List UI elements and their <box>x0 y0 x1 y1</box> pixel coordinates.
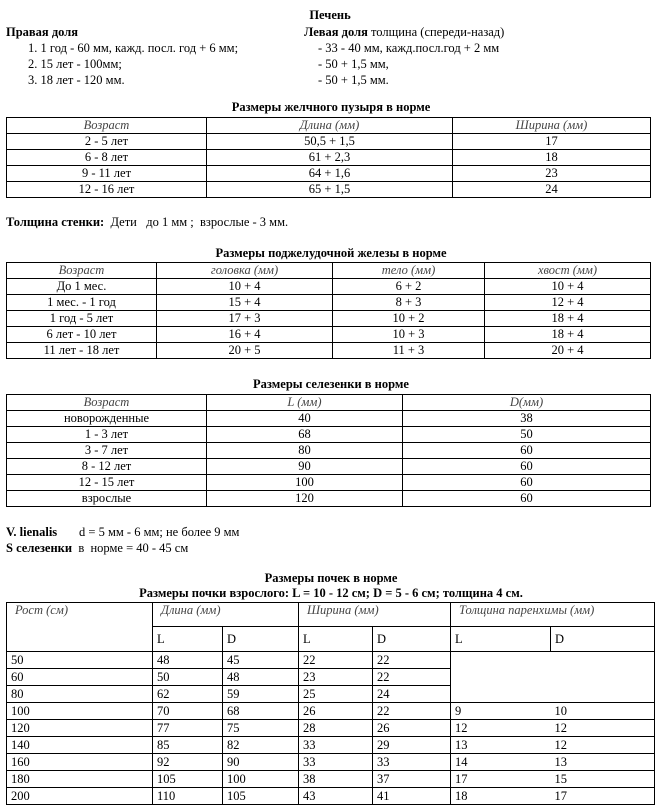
table-cell: 29 <box>373 737 451 754</box>
table-cell: 13 <box>451 737 551 754</box>
table-cell: 140 <box>7 737 153 754</box>
wall-thickness <box>6 215 288 230</box>
table-cell: 50 <box>403 427 651 443</box>
table-cell: 90 <box>223 754 299 771</box>
table-cell: 17 <box>551 788 655 805</box>
list-item: 3. 18 лет - 120 мм. <box>28 73 125 87</box>
list-item: - 50 + 1,5 мм, <box>318 57 389 71</box>
s-spleen-text: в норме = 40 - 45 см <box>72 541 189 555</box>
sub-header: L <box>153 627 223 652</box>
right-lobe-list <box>6 40 238 88</box>
table-row <box>7 443 651 459</box>
table-row <box>7 182 651 198</box>
column-header: хвост (мм) <box>485 263 651 279</box>
table-row <box>7 427 651 443</box>
v-lienalis-label: V. lienalis <box>6 525 58 539</box>
table-cell: 25 <box>299 686 373 703</box>
table-cell: 16 + 4 <box>157 327 333 343</box>
column-header: D(мм) <box>403 395 651 411</box>
table-cell: 38 <box>403 411 651 427</box>
wall-thickness-label: Толщина стенки: <box>6 215 105 229</box>
left-lobe-heading <box>304 24 504 40</box>
table-row <box>7 686 655 703</box>
table-cell <box>451 686 655 703</box>
liver-title: Печень <box>309 8 351 22</box>
table-cell: 15 <box>551 771 655 788</box>
column-header: Возраст <box>7 118 207 134</box>
table-cell: 33 <box>299 737 373 754</box>
pancreas-title: Размеры поджелудочной железы в норме <box>215 246 447 260</box>
table-cell: 9 - 11 лет <box>7 166 207 182</box>
table-cell: 6 - 8 лет <box>7 150 207 166</box>
table-cell: 12 + 4 <box>485 295 651 311</box>
table-cell: 33 <box>373 754 451 771</box>
table-cell: 23 <box>299 669 373 686</box>
kidney-table <box>6 602 655 805</box>
column-header: тело (мм) <box>333 263 485 279</box>
table-row <box>7 754 655 771</box>
table-cell: 20 + 4 <box>485 343 651 359</box>
table-cell: 28 <box>299 720 373 737</box>
table-cell: 200 <box>7 788 153 805</box>
table-row <box>7 279 651 295</box>
table-row <box>7 669 655 686</box>
table-row <box>7 720 655 737</box>
table-cell: 22 <box>299 652 373 669</box>
table-cell: 50 <box>153 669 223 686</box>
left-lobe-title-suffix: толщина (спереди-назад) <box>367 25 505 39</box>
gallbladder-table <box>6 117 651 198</box>
table-cell: 22 <box>373 669 451 686</box>
column-header: Рост (см) <box>7 603 153 652</box>
table-row <box>7 411 651 427</box>
table-cell: 20 + 5 <box>157 343 333 359</box>
table-cell: 6 лет - 10 лет <box>7 327 157 343</box>
column-header: Ширина (мм) <box>453 118 651 134</box>
column-header: L (мм) <box>207 395 403 411</box>
table-cell: 10 + 3 <box>333 327 485 343</box>
gallbladder-title: Размеры желчного пузыря в норме <box>231 100 431 114</box>
wall-thickness-text: Дети до 1 мм ; взрослые - 3 мм. <box>104 215 289 229</box>
table-cell: 100 <box>207 475 403 491</box>
table-cell: 64 + 1,6 <box>207 166 453 182</box>
table-cell: 22 <box>373 652 451 669</box>
table-cell: 110 <box>153 788 223 805</box>
table-cell: 40 <box>207 411 403 427</box>
table-cell: 105 <box>223 788 299 805</box>
table-cell: 45 <box>223 652 299 669</box>
spleen-table <box>6 394 651 507</box>
table-cell: 60 <box>403 475 651 491</box>
table-cell <box>451 669 655 686</box>
table-cell: 90 <box>207 459 403 475</box>
table-cell: 17 + 3 <box>157 311 333 327</box>
table-cell: 100 <box>7 703 153 720</box>
table-cell: 1 год - 5 лет <box>7 311 157 327</box>
column-header: Длина (мм) <box>207 118 453 134</box>
table-cell: 77 <box>153 720 223 737</box>
table-row <box>7 788 655 805</box>
table-cell: 92 <box>153 754 223 771</box>
table-cell: 26 <box>373 720 451 737</box>
table-cell: новорожденные <box>7 411 207 427</box>
table-row <box>7 150 651 166</box>
table-cell: 80 <box>207 443 403 459</box>
table-cell: 61 + 2,3 <box>207 150 453 166</box>
column-header: Возраст <box>7 263 157 279</box>
table-cell: 9 <box>451 703 551 720</box>
table-cell: 105 <box>153 771 223 788</box>
table-row <box>7 166 651 182</box>
table-cell: 160 <box>7 754 153 771</box>
sub-header: D <box>223 627 299 652</box>
sub-header: L <box>299 627 373 652</box>
table-cell: 100 <box>223 771 299 788</box>
table-cell: 60 <box>403 459 651 475</box>
table-cell: 18 <box>453 150 651 166</box>
list-item: - 50 + 1,5 мм. <box>318 73 389 87</box>
table-row <box>7 652 655 669</box>
v-lienalis-text: d = 5 мм - 6 мм; не более 9 мм <box>57 525 240 539</box>
table-cell: 22 <box>373 703 451 720</box>
sub-header: D <box>551 627 655 652</box>
table-cell: 10 + 2 <box>333 311 485 327</box>
table-cell: 41 <box>373 788 451 805</box>
table-cell: 180 <box>7 771 153 788</box>
table-cell: 62 <box>153 686 223 703</box>
table-row <box>7 134 651 150</box>
table-cell <box>451 652 655 669</box>
table-cell: 38 <box>299 771 373 788</box>
sub-header: D <box>373 627 451 652</box>
table-cell: 6 + 2 <box>333 279 485 295</box>
table-cell: 10 + 4 <box>157 279 333 295</box>
table-cell: 23 <box>453 166 651 182</box>
table-cell: 50,5 + 1,5 <box>207 134 453 150</box>
table-cell: 12 - 16 лет <box>7 182 207 198</box>
liver-right-lobe <box>6 24 238 88</box>
liver-left-lobe <box>304 24 504 88</box>
table-cell: 18 + 4 <box>485 311 651 327</box>
v-lienalis <box>6 525 239 540</box>
table-row <box>7 311 651 327</box>
table-cell: 14 <box>451 754 551 771</box>
table-cell: 12 <box>451 720 551 737</box>
table-row <box>7 459 651 475</box>
column-header: Возраст <box>7 395 207 411</box>
table-cell: 1 - 3 лет <box>7 427 207 443</box>
table-row <box>7 703 655 720</box>
sub-header: L <box>451 627 551 652</box>
table-cell: взрослые <box>7 491 207 507</box>
table-cell: 82 <box>223 737 299 754</box>
column-header: Толщина паренхимы (мм) <box>451 603 655 627</box>
table-cell: 3 - 7 лет <box>7 443 207 459</box>
table-cell: 85 <box>153 737 223 754</box>
table-cell: 24 <box>373 686 451 703</box>
table-cell: 12 <box>551 737 655 754</box>
s-spleen <box>6 541 188 556</box>
table-cell: 18 <box>451 788 551 805</box>
column-header: Длина (мм) <box>153 603 299 627</box>
table-cell: 48 <box>153 652 223 669</box>
table-cell: 43 <box>299 788 373 805</box>
table-cell: 11 + 3 <box>333 343 485 359</box>
table-cell: 60 <box>403 491 651 507</box>
table-cell: 120 <box>7 720 153 737</box>
table-row <box>7 737 655 754</box>
table-cell: 8 - 12 лет <box>7 459 207 475</box>
kidney-subtitle: Размеры почки взрослого: L = 10 - 12 см; D = 5 - 6 см; толщина 4 см. <box>139 586 523 600</box>
list-item: 2. 15 лет - 100мм; <box>28 57 122 71</box>
table-cell: 26 <box>299 703 373 720</box>
table-row <box>7 295 651 311</box>
pancreas-table <box>6 262 651 359</box>
table-cell: 1 мес. - 1 год <box>7 295 157 311</box>
table-cell: 15 + 4 <box>157 295 333 311</box>
table-cell: 80 <box>7 686 153 703</box>
left-lobe-list <box>304 40 504 88</box>
table-cell: 60 <box>403 443 651 459</box>
column-header: Ширина (мм) <box>299 603 451 627</box>
table-cell: 33 <box>299 754 373 771</box>
table-cell: До 1 мес. <box>7 279 157 295</box>
kidney-title: Размеры почек в норме <box>264 571 398 585</box>
table-row <box>7 475 651 491</box>
table-row <box>7 343 651 359</box>
table-row <box>7 327 651 343</box>
table-cell: 48 <box>223 669 299 686</box>
table-cell: 68 <box>207 427 403 443</box>
table-cell: 18 + 4 <box>485 327 651 343</box>
table-cell: 70 <box>153 703 223 720</box>
table-cell: 65 + 1,5 <box>207 182 453 198</box>
left-lobe-title: Левая доля <box>304 25 368 39</box>
table-cell: 24 <box>453 182 651 198</box>
table-cell: 59 <box>223 686 299 703</box>
table-cell: 50 <box>7 652 153 669</box>
table-cell: 12 - 15 лет <box>7 475 207 491</box>
table-cell: 17 <box>453 134 651 150</box>
table-cell: 17 <box>451 771 551 788</box>
table-row <box>7 491 651 507</box>
table-cell: 2 - 5 лет <box>7 134 207 150</box>
table-cell: 10 + 4 <box>485 279 651 295</box>
right-lobe-title: Правая доля <box>6 25 78 39</box>
table-cell: 12 <box>551 720 655 737</box>
table-cell: 37 <box>373 771 451 788</box>
s-spleen-label: S селезенки <box>6 541 73 555</box>
table-cell: 120 <box>207 491 403 507</box>
list-item: - 33 - 40 мм, кажд.посл.год + 2 мм <box>318 41 500 55</box>
table-cell: 75 <box>223 720 299 737</box>
spleen-title: Размеры селезенки в норме <box>253 377 409 391</box>
table-cell: 13 <box>551 754 655 771</box>
table-row <box>7 771 655 788</box>
column-header: головка (мм) <box>157 263 333 279</box>
list-item: 1. 1 год - 60 мм, кажд. посл. год + 6 мм; <box>28 41 239 55</box>
table-cell: 60 <box>7 669 153 686</box>
table-cell: 10 <box>551 703 655 720</box>
table-cell: 8 + 3 <box>333 295 485 311</box>
table-cell: 68 <box>223 703 299 720</box>
table-cell: 11 лет - 18 лет <box>7 343 157 359</box>
